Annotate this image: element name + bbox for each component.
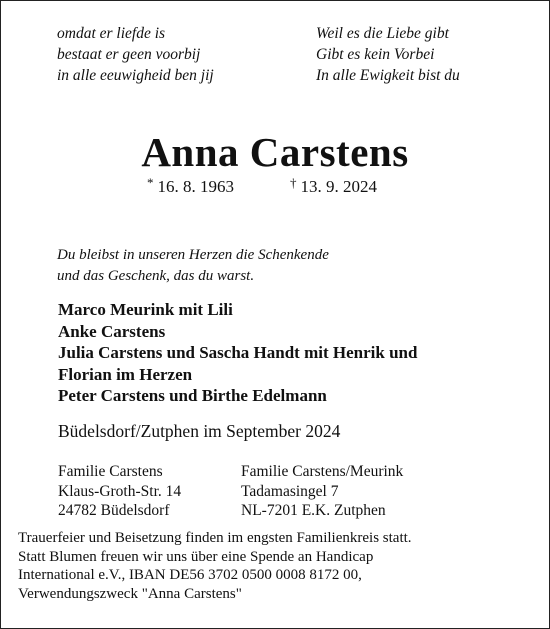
life-dates	[147, 177, 234, 197]
mourner-line: Marco Meurink mit Lili	[58, 300, 233, 319]
address-line: Familie Carstens/Meurink	[241, 463, 404, 480]
notice-line: Verwendungszweck "Anna Carstens"	[18, 585, 242, 602]
quote-line: und das Geschenk, das du warst.	[57, 268, 255, 284]
address-block-left	[58, 462, 181, 521]
mourner-line: Peter Carstens und Birthe Edelmann	[58, 386, 327, 405]
poem-line: bestaat er geen voorbij	[57, 46, 201, 63]
notice-line: Statt Blumen freuen wir uns über eine Spende an Handicap	[18, 548, 374, 565]
notice-line: International e.V., IBAN DE56 3702 0500 0008 8172 00,	[18, 567, 362, 584]
address-block-right	[241, 462, 403, 521]
mourner-line: Florian im Herzen	[58, 364, 193, 384]
birth-symbol: *	[147, 175, 154, 190]
address-line: Familie Carstens	[58, 463, 163, 480]
poem-line: Weil es die Liebe gibt	[316, 25, 449, 42]
poem-line: Gibt es kein Vorbei	[316, 46, 435, 63]
address-line: Tadamasingel 7	[241, 482, 339, 500]
poem-line: omdat er liefde is	[57, 25, 166, 42]
poem-line: in alle eeuwigheid ben jij	[57, 67, 214, 84]
memorial-quote	[57, 245, 329, 287]
death-symbol: †	[290, 175, 297, 190]
quote-line: Du bleibst in unseren Herzen die Schenkende	[57, 247, 329, 263]
birth-date: 16. 8. 1963	[157, 177, 234, 196]
mourners-list	[58, 299, 417, 407]
poem-dutch	[57, 23, 214, 86]
poem-line: In alle Ewigkeit bist du	[316, 67, 460, 84]
death-date: 13. 9. 2024	[300, 177, 377, 196]
funeral-notice	[18, 529, 412, 603]
mourner-line: Anke Carstens	[58, 321, 166, 341]
poem-german	[316, 23, 460, 86]
life-dates-death	[290, 177, 377, 197]
deceased-name: Anna Carstens	[141, 129, 409, 175]
mourner-line: Julia Carstens und Sascha Handt mit Henrik und	[58, 343, 418, 362]
place-date: Büdelsdorf/Zutphen im September 2024	[58, 421, 341, 441]
address-line: Klaus-Groth-Str. 14	[58, 482, 182, 500]
address-line: 24782 Büdelsdorf	[58, 502, 170, 519]
address-line: NL-7201 E.K. Zutphen	[241, 502, 386, 519]
notice-line: Trauerfeier und Beisetzung finden im engsten Familienkreis statt.	[18, 530, 412, 546]
